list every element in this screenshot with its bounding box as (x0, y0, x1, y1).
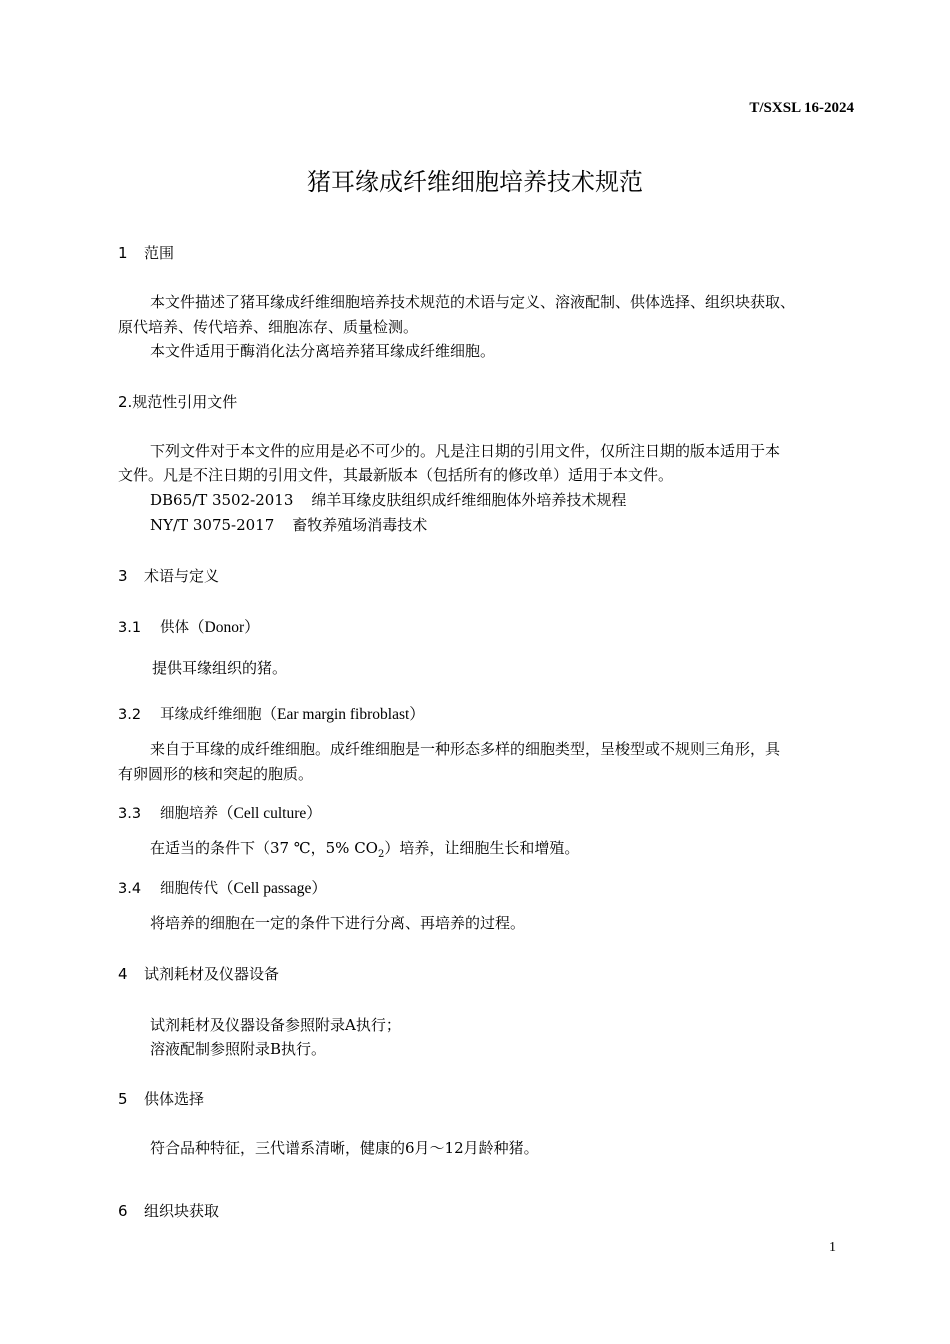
term-english: （Cell culture） (218, 805, 322, 822)
section-number: 3 (118, 567, 128, 585)
section-number: 6 (118, 1202, 128, 1220)
section-4-line: 溶液配制参照附录B执行。 (150, 1040, 327, 1058)
subscript: 2 (377, 849, 385, 860)
term-number: 3.4 (118, 881, 142, 897)
normative-reference (150, 513, 427, 537)
section-number: 1 (118, 244, 128, 262)
section-1-paragraph-line: 本文件描述了猪耳缘成纤维细胞培养技术规范的术语与定义、溶液配制、供体选择、组织块获取、 (150, 293, 796, 311)
term-number: 3.3 (118, 806, 142, 822)
reference-name: 绵羊耳缘皮肤组织成纤维细胞体外培养技术规程 (311, 491, 627, 509)
term-definition-line: 有卵圆形的核和突起的胞质。 (118, 765, 314, 783)
reference-code: DB65/T 3502-2013 (150, 491, 294, 509)
document-code: T/SXSL 16-2024 (749, 100, 854, 116)
term-name: 细胞传代 (160, 881, 218, 897)
section-3-heading (118, 565, 219, 586)
page-number: 1 (829, 1240, 836, 1255)
section-4-line: 试剂耗材及仪器设备参照附录A执行； (150, 1016, 401, 1034)
section-title: 试剂耗材及仪器设备 (144, 965, 280, 983)
section-title: 组织块获取 (144, 1202, 220, 1220)
section-2-paragraph-line: 文件。凡是不注日期的引用文件，其最新版本（包括所有的修改单）适用于本文件。 (118, 466, 674, 484)
term-name: 供体 (160, 620, 189, 636)
term-english: （Cell passage） (218, 880, 327, 897)
section-5-paragraph: 符合品种特征，三代谱系清晰，健康的6月～12月龄种猪。 (150, 1139, 539, 1157)
section-5-heading (118, 1088, 204, 1109)
term-3-4-heading (118, 876, 327, 898)
section-2-paragraph-line: 下列文件对于本文件的应用是必不可少的。凡是注日期的引用文件，仅所注日期的版本适用于本 (150, 442, 781, 460)
section-1-paragraph-line: 原代培养、传代培养、细胞冻存、质量检测。 (118, 318, 419, 336)
section-number: 4 (118, 965, 128, 983)
term-definition-line: 来自于耳缘的成纤维细胞。成纤维细胞是一种形态多样的细胞类型，呈梭型或不规则三角形，具 (150, 740, 781, 758)
term-definition (150, 836, 579, 867)
term-definition: 将培养的细胞在一定的条件下进行分离、再培养的过程。 (150, 914, 526, 932)
section-title: 范围 (144, 244, 175, 262)
section-2-heading: 2.规范性引用文件 (118, 393, 238, 411)
document-title: 猪耳缘成纤维细胞培养技术规范 (307, 168, 643, 196)
section-6-heading (118, 1200, 219, 1221)
section-1-heading (118, 242, 174, 263)
section-4-heading (118, 963, 279, 984)
reference-code: NY/T 3075-2017 (150, 516, 275, 534)
term-name: 耳缘成纤维细胞 (160, 707, 262, 723)
term-name: 细胞培养 (160, 806, 218, 822)
section-title: 术语与定义 (144, 567, 220, 585)
reference-name: 畜牧养殖场消毒技术 (292, 516, 428, 534)
definition-text: ）培养，让细胞生长和增殖。 (384, 839, 580, 857)
term-english: （Ear margin fibroblast） (261, 706, 425, 723)
term-3-1-heading (118, 615, 260, 637)
term-definition: 提供耳缘组织的猪。 (152, 659, 288, 677)
normative-reference (150, 488, 626, 512)
section-1-paragraph: 本文件适用于酶消化法分离培养猪耳缘成纤维细胞。 (150, 342, 496, 360)
section-number: 5 (118, 1090, 128, 1108)
term-3-2-heading (118, 702, 425, 724)
term-english: （Donor） (189, 619, 260, 636)
section-title: 供体选择 (144, 1090, 205, 1108)
term-3-3-heading (118, 801, 322, 823)
term-number: 3.1 (118, 620, 142, 636)
definition-text: 在适当的条件下（37 ℃，5% CO (150, 839, 378, 857)
term-number: 3.2 (118, 707, 142, 723)
